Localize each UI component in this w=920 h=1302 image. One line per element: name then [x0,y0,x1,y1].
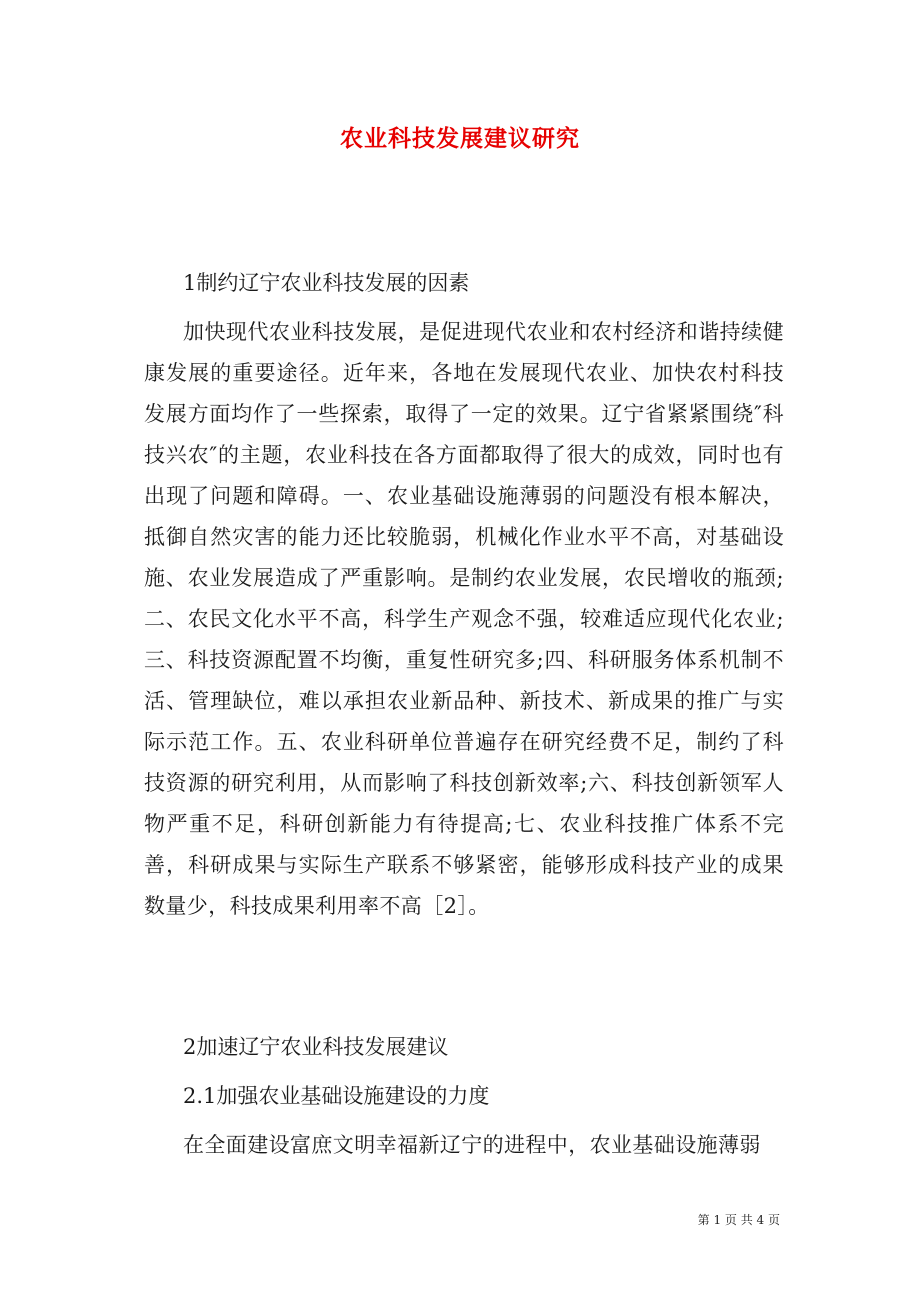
section-1-paragraph: 加快现代农业科技发展，是促进现代农业和农村经济和谐持续健康发展的重要途径。近年来，各地在发展现代农业、加快农村科技发展方面均作了一些探索，取得了一定的效果。辽宁省紧紧围绕″科技兴农″的主题，农业科技在各方面都取得了很大的成效，同时也有出现了问题和障碍。一、农业基础设施薄弱的问题没有根本解决，抵御自然灾害的能力还比较脆弱，机械化作业水平不高，对基础设施、农业发展造成了严重影响。是制约农业发展，农民增收的瓶颈;二、农民文化水平不高，科学生产观念不强，较难适应现代化农业;三、科技资源配置不均衡，重复性研究多;四、科研服务体系机制不活、管理缺位，难以承担农业新品种、新技术、新成果的推广与实际示范工作。五、农业科研单位普遍存在研究经费不足，制约了科技资源的研究利用，从而影响了科技创新效率;六、科技创新领军人物严重不足，科研创新能力有待提高;七、农业科技推广体系不完善，科研成果与实际生产联系不够紧密，能够形成科技产业的成果数量少，科技成果利用率不高［2］。 [144,320,784,918]
section-heading-2-1: 2.1加强农业基础设施建设的力度 [183,1084,490,1108]
section-heading-2: 2加速辽宁农业科技发展建议 [183,1035,449,1059]
section-2-1-paragraph: 在全面建设富庶文明幸福新辽宁的进程中，农业基础设施薄弱 [183,1133,761,1157]
document-title: 农业科技发展建议研究 [340,125,580,152]
section-heading-1: 1制约辽宁农业科技发展的因素 [183,271,470,295]
page-number-footer: 第 1 页 共 4 页 [697,1213,780,1227]
